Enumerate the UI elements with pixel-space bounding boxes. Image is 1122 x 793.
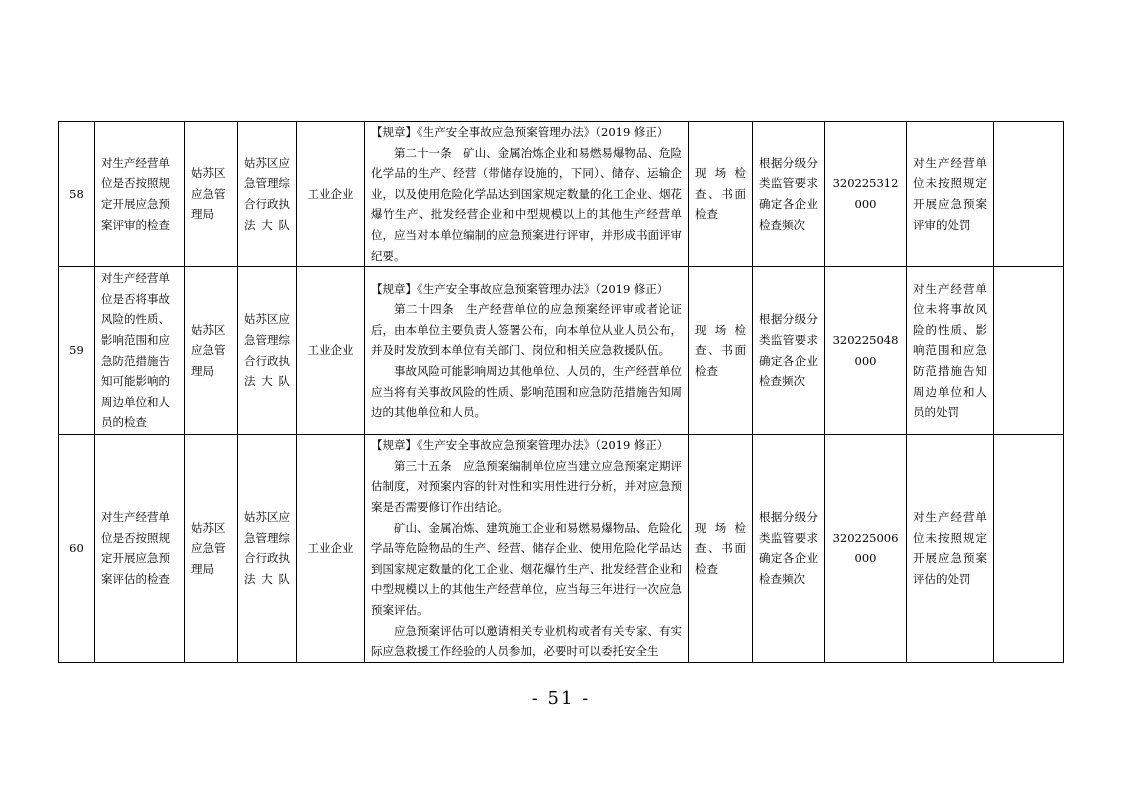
inspection-item: 对生产经营单位是否按照规定开展应急预案评估的检查 xyxy=(95,435,185,663)
basis-paragraph: 应急预案评估可以邀请相关专业机构或者有关专家、有实际应急救援工作经验的人员参加，必要时可以委托安全生 xyxy=(371,623,682,659)
related-penalty: 对生产经营单位未将事故风险的性质、影响范围和应急防范措施告知周边单位和人员的处罚 xyxy=(907,267,994,435)
item-code: 320225312000 xyxy=(825,122,907,267)
basis-paragraph: 第二十四条 生产经营单位的应急预案经评审或者论证后，由本单位主要负责人签署公布，向本单位从业人员公布，并及时发放到本单位有关部门、岗位和相关应急救援队伍。 xyxy=(371,302,682,358)
related-penalty: 对生产经营单位未按照规定开展应急预案评审的处罚 xyxy=(907,122,994,267)
basis-heading: 【规章】《生产安全事故应急预案管理办法》（2019 修正） xyxy=(371,281,669,296)
inspection-table xyxy=(58,121,1064,663)
inspection-object: 工业企业 xyxy=(297,122,365,267)
inspection-frequency: 根据分级分类监管要求确定各企业检查频次 xyxy=(753,267,825,435)
related-penalty: 对生产经营单位未按照规定开展应急预案评估的处罚 xyxy=(907,435,994,663)
department: 姑苏区应急管理局 xyxy=(185,267,238,435)
inspection-item: 对生产经营单位是否按照规定开展应急预案评审的检查 xyxy=(95,122,185,267)
inspection-method: 现场检查、书面检查 xyxy=(689,122,753,267)
empty-cell xyxy=(994,267,1064,435)
basis-heading: 【规章】《生产安全事故应急预案管理办法》（2019 修正） xyxy=(371,125,669,139)
basis-heading: 【规章】《生产安全事故应急预案管理办法》（2019 修正） xyxy=(371,438,669,453)
row-number: 59 xyxy=(59,267,95,435)
department: 姑苏区应急管理局 xyxy=(185,122,238,267)
legal-basis xyxy=(365,435,689,663)
enforcement-team: 姑苏区应急管理综合行政执法大队 xyxy=(238,267,297,435)
page-number: - 51 - xyxy=(531,688,591,709)
row-number: 58 xyxy=(59,122,95,267)
empty-cell xyxy=(994,122,1064,267)
basis-paragraph: 矿山、金属冶炼、建筑施工企业和易燃易爆物品、危险化学品等危险物品的生产、经营、储存企业、使用危险化学品达到国家规定数量的化工企业、烟花爆竹生产、批发经营企业和中型规模以上的其他生产经营单位，应当每三年进行一次应急预案评估。 xyxy=(371,520,682,617)
empty-cell xyxy=(994,435,1064,663)
department: 姑苏区应急管理局 xyxy=(185,435,238,663)
inspection-method: 现场检查、书面检查 xyxy=(689,267,753,435)
inspection-method: 现场检查、书面检查 xyxy=(689,435,753,663)
inspection-item: 对生产经营单位是否将事故风险的性质、影响范围和应急防范措施告知可能影响的周边单位和人员的检查 xyxy=(95,267,185,435)
basis-paragraph: 第三十五条 应急预案编制单位应当建立应急预案定期评估制度，对预案内容的针对性和实用性进行分析，并对应急预案是否需要修订作出结论。 xyxy=(371,458,682,514)
inspection-object: 工业企业 xyxy=(297,435,365,663)
table-row xyxy=(59,122,1064,267)
item-code: 320225006000 xyxy=(825,435,907,663)
legal-basis xyxy=(365,122,689,267)
inspection-frequency: 根据分级分类监管要求确定各企业检查频次 xyxy=(753,435,825,663)
enforcement-team: 姑苏区应急管理综合行政执法大队 xyxy=(238,435,297,663)
enforcement-team: 姑苏区应急管理综合行政执法大队 xyxy=(238,122,297,267)
inspection-object: 工业企业 xyxy=(297,267,365,435)
item-code: 320225048000 xyxy=(825,267,907,435)
basis-paragraph: 第二十一条 矿山、金属冶炼企业和易燃易爆物品、危险化学品的生产、经营（带储存设施的，下同）、储存、运输企业，以及使用危险化学品达到国家规定数量的化工企业、烟花爆竹生产、批发经营企业和中型规模以上的其他生产经营单位，应当对本单位编制的应急预案进行评审，并形成书面评审纪要。 xyxy=(371,145,682,263)
table-row xyxy=(59,435,1064,663)
table-row xyxy=(59,267,1064,435)
legal-basis xyxy=(365,267,689,435)
row-number: 60 xyxy=(59,435,95,663)
inspection-frequency: 根据分级分类监管要求确定各企业检查频次 xyxy=(753,122,825,267)
basis-paragraph: 事故风险可能影响周边其他单位、人员的，生产经营单位应当将有关事故风险的性质、影响范围和应急防范措施告知周边的其他单位和人员。 xyxy=(371,363,682,420)
